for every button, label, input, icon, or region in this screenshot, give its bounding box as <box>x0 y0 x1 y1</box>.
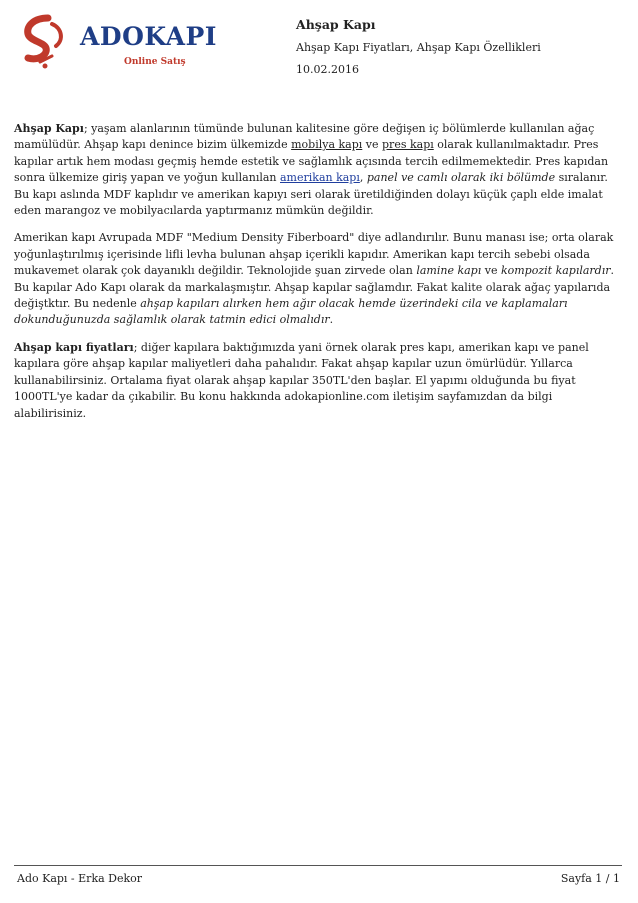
link-amerikan-kapi[interactable]: amerikan kapı <box>280 171 360 185</box>
document-subtitle: Ahşap Kapı Fiyatları, Ahşap Kapı Özellikleri <box>296 41 541 54</box>
intro-text-1: ; yaşam alanlarının tümünde bulunan kalitesine göre değişen iç bölümlerde kullanılan ağaç mamülüdür. Ahşap kapı denince bizim ülkemizde <box>14 122 595 152</box>
paragraph-prices <box>14 340 624 422</box>
paragraph-mdf <box>14 230 624 328</box>
intro-lead: Ahşap Kapı <box>14 122 84 135</box>
document-date: 10.02.2016 <box>296 63 359 76</box>
brand-tagline: Online Satış <box>124 57 186 67</box>
intro-text-4: , <box>359 171 367 185</box>
page-header <box>0 0 638 90</box>
mdf-italic-1: lamine kapı <box>416 264 482 278</box>
brand-logo <box>18 14 238 76</box>
footer-divider <box>14 865 622 866</box>
prices-lead: Ahşap kapı fiyatları <box>14 340 134 354</box>
logo-emblem-icon <box>18 14 70 70</box>
document-body <box>14 121 624 433</box>
footer-company: Ado Kapı - Erka Dekor <box>17 872 143 885</box>
intro-text-3: olarak kullanılmaktadır. Pres kapılar artık hem modası geçmiş hemde estetik ve sağlamlık açısında tercih edilmemektedir. Pres kapıdan sonra ülkemize giriş yapan ve yoğun kullanılan <box>14 138 609 185</box>
document-meta <box>296 17 541 76</box>
intro-italic-1: panel ve camlı olarak iki bölümde <box>366 171 556 185</box>
mdf-text-4: . <box>329 313 334 327</box>
brand-name: ADOKAPI <box>80 22 217 51</box>
link-mobilya-kapi[interactable]: mobilya kapı <box>291 138 363 152</box>
intro-text-5: sıralanır. Bu kapı aslında MDF kaplıdır ve amerikan kapıyı seri olarak üretildiğinden dolayı küçük çaplı elde imalat eden marangoz ve mobilyacılarda yaptırmanız mümkün değildir. <box>14 171 608 218</box>
mdf-text-1: Amerikan kapı Avrupada MDF "Medium Density Fiberboard" diye adlandırılır. Bunu manası ise; orta olarak yoğunlaştırılmış içerisinde lifli levha bulunan ahşap içerikli kapıdır. Amerikan kapı tercih sebebi olsada mukavemet olarak çok dayanıklı değildir. Teknolojide şuan zirvede olan <box>14 231 614 278</box>
prices-text-1: ; diğer kapılara baktığımızda yani örnek olarak pres kapı, amerikan kapı ve panel kapılara göre ahşap kapılar maliyetleri daha pahalıdır. Fakat ahşap kapılar uzun ömürlüdür. Yıllarca kullanabilirsiniz. Ortalama fiyat olarak ahşap kapılar 350TL'den başlar. El yapımı olduğunda bu fiyat 1000TL'ye kadar da çıkabilir. Bu konu hakkında adokapionline.com iletişim sayfamızdan da bilgi alabilirisiniz. <box>14 340 589 420</box>
mdf-italic-2: kompozit kapılardır <box>500 264 611 278</box>
paragraph-intro <box>14 121 624 219</box>
intro-text-2: ve <box>362 138 383 152</box>
mdf-italic-3: ahşap kapıları alırken hem ağır olacak hemde üzerindeki cila ve kaplamaları dokunduğunuzda sağlamlık olarak tatmin edici olmalıdır <box>14 297 568 327</box>
link-pres-kapi[interactable]: pres kapı <box>382 138 434 152</box>
document-title: Ahşap Kapı <box>296 17 376 32</box>
mdf-text-3: . Bu kapılar Ado Kapı olarak da markalaşmıştır. Ahşap kapılar sağlamdır. Fakat kalite olarak ağaç yapılarıda değiştktır. Bu nedenle <box>14 264 615 311</box>
footer-page-number: Sayfa 1 / 1 <box>560 872 620 885</box>
mdf-text-2: ve <box>481 264 501 278</box>
